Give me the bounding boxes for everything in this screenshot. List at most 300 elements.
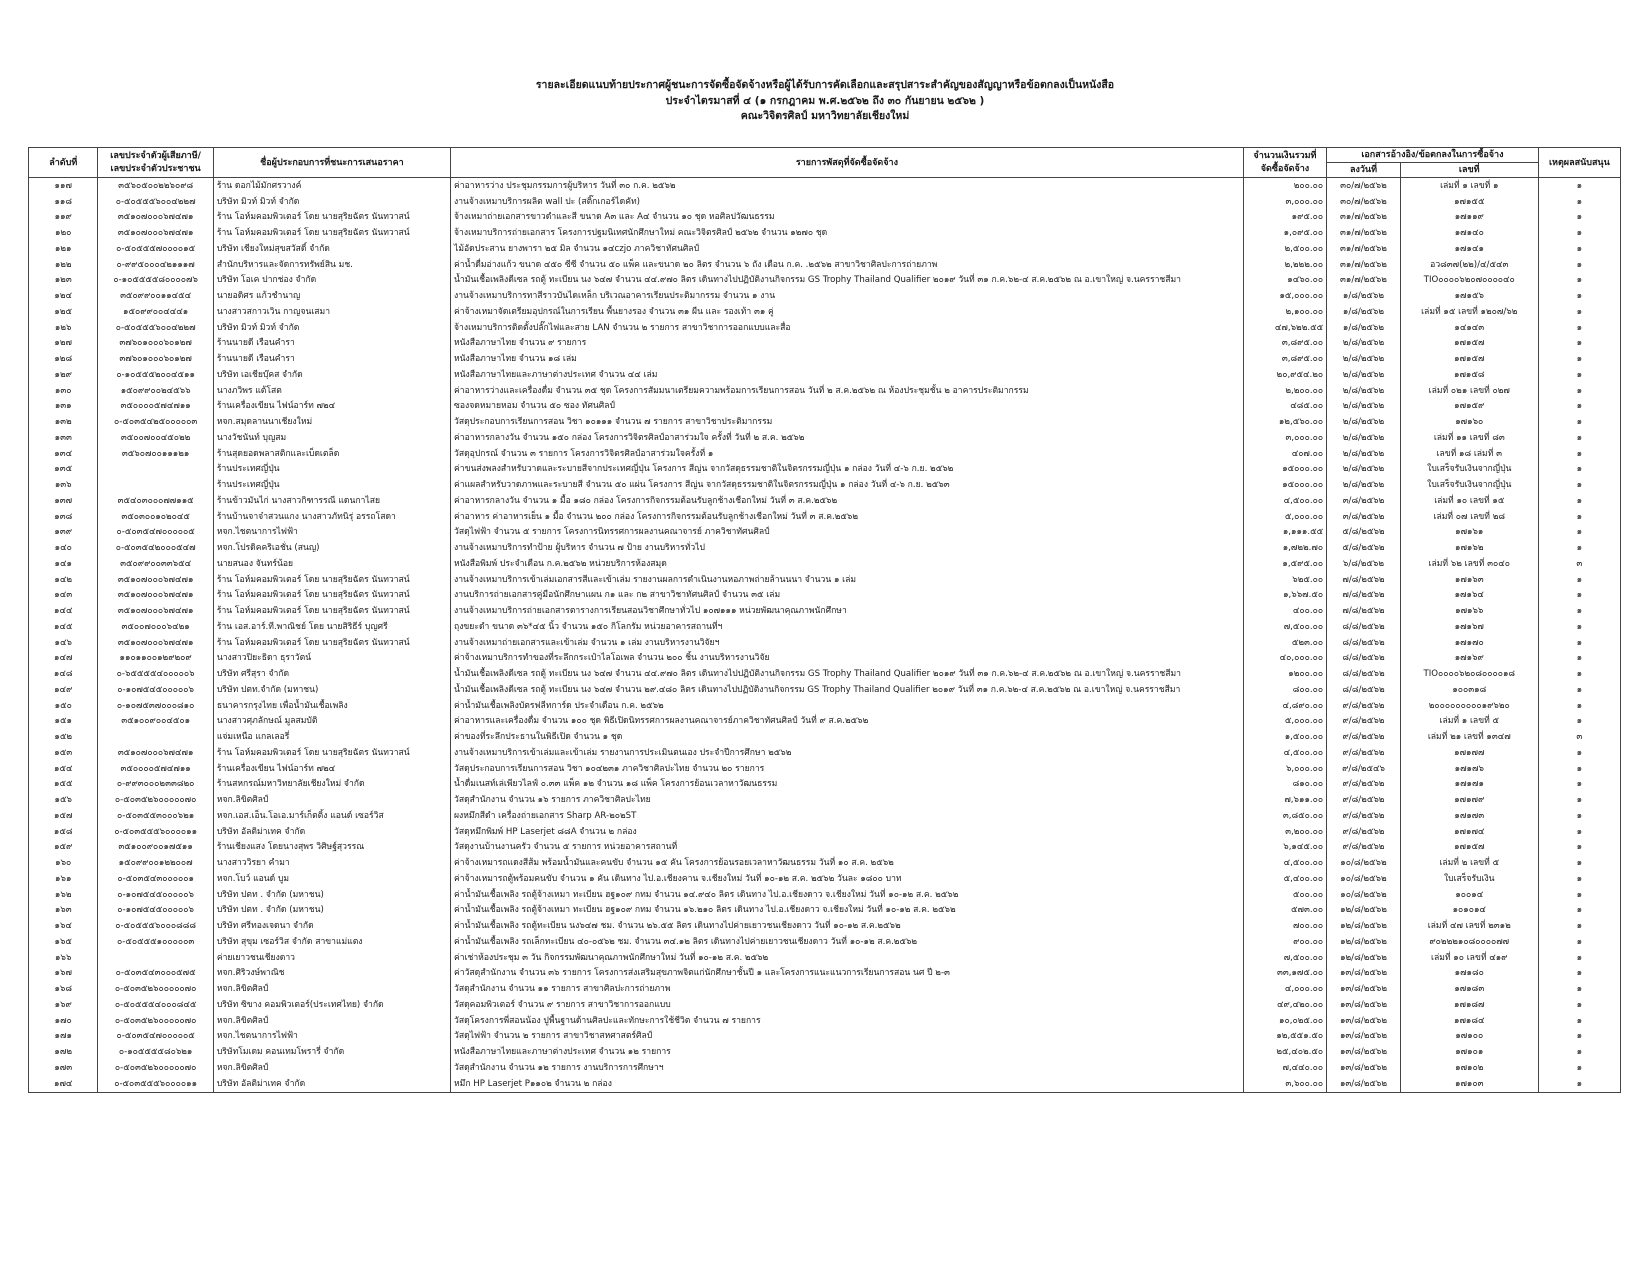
cell-no: ๑๔๐ (29, 540, 98, 556)
cell-vendor: บริษัท โอเค ปากช่อง จำกัด (213, 273, 450, 289)
cell-date: ๒/๘/๒๕๖๒ (1327, 430, 1401, 446)
cell-date: ๗/๘/๒๕๖๒ (1327, 588, 1401, 604)
cell-taxid: ๓๕๐๙๙๐๐๑๑๔๕๔ (98, 288, 213, 304)
cell-reason: ๑ (1538, 966, 1620, 982)
cell-amount: ๕,๐๐๐.๐๐ (1243, 714, 1326, 730)
cell-ref: ๑๗๑๖๓ (1400, 572, 1538, 588)
table-row (29, 304, 1621, 320)
cell-no: ๑๔๙ (29, 682, 98, 698)
cell-vendor: บริษัท อัลติม่าเทค จำกัด (213, 1076, 450, 1092)
cell-date: ๙/๘/๒๕๖๒ (1327, 745, 1401, 761)
cell-amount: ๕๒๓.๐๐ (1243, 635, 1326, 651)
cell-taxid: ๐-๑๐๕๕๕๕๘๐๖๒๑ (98, 1044, 213, 1060)
table-row (29, 761, 1621, 777)
cell-reason: ๑ (1538, 430, 1620, 446)
cell-amount: ๗,๕๐๐.๐๐ (1243, 950, 1326, 966)
col-header-no: ลำดับที่ (29, 148, 98, 178)
cell-no: ๑๓๒ (29, 414, 98, 430)
cell-vendor: บริษัท ซิขาง คอมพิวเตอร์(ประเทศไทย) จำกัด (213, 997, 450, 1013)
cell-no: ๑๕๓ (29, 745, 98, 761)
cell-amount: ๙๐๐.๐๐ (1243, 934, 1326, 950)
table-row (29, 320, 1621, 336)
cell-amount: ๑๕๐๐๐.๐๐ (1243, 477, 1326, 493)
cell-date: ๙/๘/๒๕๖๒ (1327, 792, 1401, 808)
cell-date: ๙/๘/๒๕๖๒ (1327, 729, 1401, 745)
cell-taxid: ๐-๑๐๗๕๓๗๐๐๐๘๑๐ (98, 698, 213, 714)
table-row (29, 210, 1621, 226)
cell-item: ค่าจ้างเหมารถแดงสีส้ม พร้อมน้ำมันและคนขับ จำนวน ๑๕ คัน โครงการย้อนรอยเวลาหาวัฒนธรรม วันที่ ๑๐ ส.ค. ๒๕๖๒ (451, 855, 1244, 871)
cell-reason: ๑ (1538, 777, 1620, 793)
cell-taxid: ๐-๕๐๕๕๕๖๐๐๔๒๒๗ (98, 194, 213, 210)
cell-taxid: ๓๕๐๓๐๐๑๐๒๐๔๕ (98, 509, 213, 525)
cell-ref: ๑๗๑๘๔ (1400, 1013, 1538, 1029)
cell-item: วัสดุไฟฟ้า จำนวน ๒ รายการ สาขาวิชาสหศาสตร์ศิลป์ (451, 1029, 1244, 1045)
table-row (29, 745, 1621, 761)
cell-ref: ๑๗๑๗๙ (1400, 792, 1538, 808)
cell-item: งานจ้างเหมาบริการทาสีราวบันไดเหล็ก บริเวณอาคารเรียนประติมากรรม จำนวน ๑ งาน (451, 288, 1244, 304)
cell-reason: ๑ (1538, 304, 1620, 320)
cell-ref: เล่มที่ ๐๗ เลขที่ ๒๘ (1400, 509, 1538, 525)
cell-taxid: ๐-๕๐๓๕๕๓๐๐๐๖๒๑ (98, 808, 213, 824)
cell-vendor: สำนักบริหารและจัดการทรัพย์สิน มช. (213, 257, 450, 273)
table-row (29, 603, 1621, 619)
cell-vendor: แจ่มเหนือ แกลเลอรี่ (213, 729, 450, 745)
cell-no: ๑๑๗ (29, 178, 98, 194)
cell-ref: ๑๗๑๖๖ (1400, 603, 1538, 619)
cell-no: ๑๓๑ (29, 399, 98, 415)
cell-item: จ้างเหมาถ่ายเอกสารขาวดำและสี ขนาด A๓ และ A๔ จำนวน ๑๐ ชุด หอศิลปวัฒนธรรม (451, 210, 1244, 226)
cell-amount: ๓,๘๙๕.๐๐ (1243, 336, 1326, 352)
table-row (29, 588, 1621, 604)
table-row (29, 682, 1621, 698)
cell-item: ค่าน้ำมันเชื้อเพลิง รถตู้ทะเบียน นง๖๔๗ ชม. จำนวน ๒๖.๕๕ ลิตร เดินทางไปค่ายเยาวชนเชียงดาว วันที่ ๑๐-๑๒ ส.ค.๒๕๖๒ (451, 918, 1244, 934)
cell-date: ๑๓/๘/๒๕๖๒ (1327, 1044, 1401, 1060)
cell-reason: ๓ (1538, 556, 1620, 572)
table-body (29, 178, 1621, 1093)
cell-item: ผงหมึกสีดำ เครื่องถ่ายเอกสาร Sharp AR-๒๐๒ST (451, 808, 1244, 824)
cell-vendor: นางสาวสกาวเวิน กาญจนเสมา (213, 304, 450, 320)
cell-amount: ๗๐๐.๐๐ (1243, 918, 1326, 934)
cell-no: ๑๔๖ (29, 635, 98, 651)
cell-ref: เล่มที่ ๑ เลขที่ ๑ (1400, 178, 1538, 194)
cell-no: ๑๓๖ (29, 477, 98, 493)
cell-taxid: ๐-๕๐๓๕๔๗๐๐๐๐๐๕ (98, 525, 213, 541)
cell-taxid: ๐-๙๙๓๐๐๐๒๓๓๘๒๐ (98, 777, 213, 793)
table-row (29, 1029, 1621, 1045)
cell-vendor: นายอดิศร แก้วชำนาญ (213, 288, 450, 304)
cell-date: ๒/๘/๒๕๖๒ (1327, 477, 1401, 493)
cell-ref: ๙๐๒๒๒๑๐๘๐๐๐๐๗๗ (1400, 934, 1538, 950)
cell-reason: ๑ (1538, 792, 1620, 808)
col-header-reason: เหตุผลสนับสนุน (1538, 148, 1620, 178)
cell-item: หมึก HP Laserjet P๑๑๐๒ จำนวน ๒ กล่อง (451, 1076, 1244, 1092)
cell-taxid: ๐-๑๐๗๕๔๕๐๐๐๐๐๖ (98, 903, 213, 919)
cell-date: ๑/๘/๒๕๖๒ (1327, 288, 1401, 304)
cell-vendor: หจก.ไชตนาการไฟฟ้า (213, 1029, 450, 1045)
cell-amount: ๒,๑๐๐.๐๐ (1243, 304, 1326, 320)
cell-vendor: ร้านสหกรณ์มหาวิทยาลัยเชียงใหม่ จำกัด (213, 777, 450, 793)
cell-no: ๑๒๓ (29, 273, 98, 289)
cell-date: ๘/๘/๒๕๖๒ (1327, 619, 1401, 635)
table-row (29, 194, 1621, 210)
cell-date: ๗/๘/๒๕๖๒ (1327, 572, 1401, 588)
cell-item: ค่าแผลสำหรับวาดภาพและระบายสี จำนวน ๕๐ แผ่น โครงการ สีญ่น จากวัสดุธรรมชาติในจิตรกรรมญี่ปุ่น ๑ กล่อง วันที่ ๔-๖ ก.ย. ๒๕๖๓ (451, 477, 1244, 493)
cell-reason: ๑ (1538, 698, 1620, 714)
cell-ref: TIO๐๐๐๐๖๒๐๘๐๐๐๐๑๘ (1400, 666, 1538, 682)
cell-ref: ๑๗๑๕๕ (1400, 194, 1538, 210)
cell-reason: ๑ (1538, 808, 1620, 824)
cell-amount: ๒,๒๐๐.๐๐ (1243, 383, 1326, 399)
cell-ref: ๑๗๑๖๔ (1400, 588, 1538, 604)
cell-item: วัสดุโครงการพี่สอนน้อง ปูพื้นฐานด้านศิลปะและทักษะการใช้ชีวิต จำนวน ๗ รายการ (451, 1013, 1244, 1029)
cell-item: ไม้อัดประสาน ยางพารา ๒๕ มิล จำนวน ๑๔czjo ภาควิชาทัศนศิลป์ (451, 241, 1244, 257)
table-row (29, 792, 1621, 808)
cell-reason: ๑ (1538, 887, 1620, 903)
cell-reason: ๑ (1538, 540, 1620, 556)
cell-no: ๑๓๗ (29, 493, 98, 509)
cell-reason: ๑ (1538, 257, 1620, 273)
table-row (29, 572, 1621, 588)
cell-amount: ๑,๕๙๕.๐๐ (1243, 556, 1326, 572)
cell-reason: ๑ (1538, 666, 1620, 682)
cell-reason: ๑ (1538, 588, 1620, 604)
cell-taxid: ๐-๕๐๓๕๔๒๕๐๐๐๐๐๓ (98, 414, 213, 430)
cell-date: ๑๐/๘/๒๕๖๒ (1327, 871, 1401, 887)
cell-date: ๘/๘/๒๕๖๒ (1327, 666, 1401, 682)
cell-reason: ๑ (1538, 1044, 1620, 1060)
cell-date: ๓๑/๗/๒๕๖๒ (1327, 225, 1401, 241)
cell-ref: ๑๗๑๖๑ (1400, 525, 1538, 541)
cell-reason: ๑ (1538, 210, 1620, 226)
cell-taxid: ๓๕๑๐๗๐๐๐๖๗๔๗๑ (98, 745, 213, 761)
cell-item: ค่าจ้างเหมาจัดเตรียมอุปกรณ์ในการเรียน พื้นยางรอง จำนวน ๓๑ ผืน และ รองเท้า ๓๑ คู่ (451, 304, 1244, 320)
cell-vendor: บริษัท เอเชียบุ๊คส จำกัด (213, 367, 450, 383)
cell-vendor: หจก.ไชตนาการไฟฟ้า (213, 525, 450, 541)
cell-item: วัสดุสำนักงาน จำนวน ๑๒ รายการ งานบริการการศึกษาฯ (451, 1060, 1244, 1076)
cell-date: ๑๓/๘/๒๕๖๒ (1327, 997, 1401, 1013)
cell-amount: ๘๑๐.๐๐ (1243, 777, 1326, 793)
col-header-vendor: ชื่อผู้ประกอบการที่ชนะการเสนอราคา (213, 148, 450, 178)
cell-vendor: หจก.เอส.เอ็น.โอเอ.มาร์เก็ตติ้ง แอนด์ เซอร์วิส (213, 808, 450, 824)
cell-item: ค่าขนส่งพลงสำหรับวาดและระบายสีจากประเทศญี่ปุ่น โครงการ สีญ่น จากวัสดุธรรมชาติในจิตรกรรมญี่ปุ่น ๑ กล่อง วันที่ ๔-๖ ก.ย. ๒๕๖๒ (451, 462, 1244, 478)
cell-amount: ๑๒๐๐.๐๐ (1243, 666, 1326, 682)
cell-vendor: ร้าน โอห์มคอมพิวเตอร์ โดย นายสุริยฉัตร นันทวาสน์ (213, 588, 450, 604)
cell-item: น้ำดื่มเนสท์เล่เพียวไลฟ์ ๐.๓๓ แพ็ค ๑๒ จำนวน ๑๘ แพ็ค โครงการย้อนเวลาหาวัฒนธรรม (451, 777, 1244, 793)
table-row (29, 871, 1621, 887)
cell-vendor: หจก.โปรดิคคริเอชั่น (สนญ) (213, 540, 450, 556)
cell-no: ๑๓๔ (29, 446, 98, 462)
cell-reason: ๑ (1538, 651, 1620, 667)
cell-amount: ๔๐๗.๐๐ (1243, 446, 1326, 462)
cell-item: ค่าน้ำมันเชื้อเพลิงบัตรฟลีทการ์ด ประจำเดือน ก.ค. ๒๕๖๒ (451, 698, 1244, 714)
cell-ref: เล่มที่ ๑๐ เลขที่ ๑๕ (1400, 493, 1538, 509)
cell-date: ๑๐/๘/๒๕๖๒ (1327, 887, 1401, 903)
cell-no: ๑๕๗ (29, 808, 98, 824)
cell-date: ๗/๘/๒๕๖๒ (1327, 603, 1401, 619)
cell-taxid: ๓๕๐๐๐๐๕๗๔๗๑๑ (98, 761, 213, 777)
cell-taxid: ๓๕๑๐๗๐๐๐๖๗๔๗๑ (98, 572, 213, 588)
cell-ref: ๑๗๑๖๒ (1400, 540, 1538, 556)
cell-item: วัสดุหมึกพิมพ์ HP Laserjet ๘๘A จำนวน ๒ กล่อง (451, 824, 1244, 840)
cell-item: ค่าอาหารกลางวัน จำนวน ๑ มื้อ ๑๘๐ กล่อง โครงการกิจกรรมต้อนรับลูกช้างเชือกใหม่ วันที่ ๓ ส.ค.๒๕๖๒ (451, 493, 1244, 509)
col-header-ref: เลขที่ (1400, 163, 1538, 178)
table-row (29, 777, 1621, 793)
document-organization: คณะวิจิตรศิลป์ มหาวิทยาลัยเชียงใหม่ (740, 110, 910, 122)
cell-taxid (98, 477, 213, 493)
table-row (29, 698, 1621, 714)
cell-amount: ๖๒๕.๐๐ (1243, 572, 1326, 588)
table-row (29, 241, 1621, 257)
table-row (29, 887, 1621, 903)
cell-no: ๑๔๗ (29, 651, 98, 667)
cell-no: ๑๖๒ (29, 887, 98, 903)
cell-item: งานจ้างเหมาบริการเข้าเล่มเอกสารสีและเข้าเล่ม รายงานผลการดำเนินงานหอภาพถ่ายล้านนนา จำนวน ๑ เล่ม (451, 572, 1244, 588)
cell-vendor: ร้าน โอห์มคอมพิวเตอร์ โดย นายสุริยฉัตร นันทวาสน์ (213, 210, 450, 226)
cell-item: หนังสือภาษาไทย จำนวน ๙ รายการ (451, 336, 1244, 352)
cell-item: วัสดุคอมพิวเตอร์ จำนวน ๙ รายการ สาขาวิชาการออกแบบ (451, 997, 1244, 1013)
cell-taxid: ๑๕๐๙๙๐๐๒๔๕๖๖ (98, 383, 213, 399)
cell-date: ๕/๘/๒๕๖๒ (1327, 525, 1401, 541)
cell-item: ค่าน้ำมันเชื้อเพลิง รถตู้จ้างเหมา ทะเบียน ฮฐ๑๐๙ กทม จำนวน ๑๖.๒๑๐ ลิตร เดินทาง ไป.อ.เชียงดาว จ.เชียงใหม่ วันที่ ๑๐-๑๒ ส.ค. ๒๕๖๒ (451, 903, 1244, 919)
cell-amount: ๑๐,๐๒๕.๐๐ (1243, 1013, 1326, 1029)
table-row (29, 273, 1621, 289)
cell-no: ๑๒๖ (29, 320, 98, 336)
document-period: ประจำไตรมาสที่ ๔ (๑ กรกฎาคม พ.ศ.๒๕๖๒ ถึง ๓๐ กันยายน ๒๕๖๒ ) (665, 94, 985, 107)
cell-ref: ๑๗๑๘๓ (1400, 981, 1538, 997)
cell-ref: ๑๗๑๖๙ (1400, 651, 1538, 667)
table-row (29, 1060, 1621, 1076)
cell-no: ๑๖๕ (29, 934, 98, 950)
cell-amount: ๗,๕๐๐.๐๐ (1243, 619, 1326, 635)
cell-date: ๙/๘/๒๕๖๒ (1327, 840, 1401, 856)
cell-vendor: ร้านนายดี เรือนคำรา (213, 336, 450, 352)
cell-amount: ๕,๔๐๐.๐๐ (1243, 871, 1326, 887)
cell-reason: ๑ (1538, 840, 1620, 856)
cell-taxid: ๐-๕๐๓๕๕๕๖๐๐๐๐๑๑ (98, 824, 213, 840)
cell-ref: ๑๗๑๘๐ (1400, 966, 1538, 982)
cell-vendor: ร้านเครื่องเขียน ไฟน์อาร์ท ๗๒๔ (213, 399, 450, 415)
cell-no: ๑๕๕ (29, 777, 98, 793)
cell-no: ๑๕๒ (29, 729, 98, 745)
cell-reason: ๑ (1538, 871, 1620, 887)
cell-ref: ใบเสร็จรับเงิน (1400, 871, 1538, 887)
cell-date: ๑๓/๘/๒๕๖๒ (1327, 966, 1401, 982)
cell-vendor: หจก.ลิขิตศิลป์ (213, 981, 450, 997)
table-row (29, 714, 1621, 730)
cell-vendor: ร้านประเทศญี่ปุ่น (213, 477, 450, 493)
cell-taxid: ๑๕๐๙๙๐๐๑๒๒๐๐๗ (98, 855, 213, 871)
cell-ref: ๑๗๑๕๗ (1400, 840, 1538, 856)
cell-amount: ๑,๗๒๒.๗๐ (1243, 540, 1326, 556)
cell-amount: ๕๐๐.๐๐ (1243, 887, 1326, 903)
cell-item: วัสดุสำนักงาน จำนวน ๑๑ รายการ สาขาศิลปะการถ่ายภาพ (451, 981, 1244, 997)
cell-taxid: ๓๗๖๐๑๐๐๐๖๐๑๒๗ (98, 336, 213, 352)
table-row (29, 635, 1621, 651)
cell-ref: ใบเสร็จรับเงินจากญี่ปุ่น (1400, 477, 1538, 493)
cell-vendor: นางวัชนันท์ บุญสม (213, 430, 450, 446)
cell-reason: ๑ (1538, 525, 1620, 541)
cell-ref: ๑๐๐๑๔ (1400, 887, 1538, 903)
cell-no: ๑๕๙ (29, 840, 98, 856)
cell-no: ๑๑๙ (29, 210, 98, 226)
cell-item: ค่าน้ำมันเชื้อเพลิง รถตู้จ้างเหมา ทะเบียน ฮฐ๑๐๙ กทม จำนวน ๑๔.๙๔๐ ลิตร เดินทาง ไป.อ.เชียงดาว จ.เชียงใหม่ วันที่ ๑๐-๑๒ ส.ค. ๒๕๖๒ (451, 887, 1244, 903)
document-title: รายละเอียดแนบท้ายประกาศผู้ชนะการจัดซื้อจัดจ้างหรือผู้ได้รับการคัดเลือกและสรุปสาระสำคัญของสัญญาหรือข้อตกลงเป็นหนังสือ (535, 79, 1115, 91)
cell-amount: ๑๙๕.๐๐ (1243, 210, 1326, 226)
cell-date: ๓๑/๗/๒๕๖๒ (1327, 257, 1401, 273)
cell-reason: ๑ (1538, 414, 1620, 430)
table-row (29, 556, 1621, 572)
cell-reason: ๑ (1538, 462, 1620, 478)
cell-taxid: ๐-๕๐๕๕๕๖๐๐๐๘๘๘ (98, 918, 213, 934)
cell-date: ๒/๘/๒๕๖๒ (1327, 383, 1401, 399)
cell-taxid: ๐-๕๐๓๕๔๓๐๐๐๕๗๕ (98, 966, 213, 982)
cell-ref: ๑๗๑๕๖ (1400, 288, 1538, 304)
cell-reason: ๑ (1538, 745, 1620, 761)
cell-no: ๑๖๖ (29, 950, 98, 966)
cell-vendor: บริษัท อัลติม่าเทค จำกัด (213, 824, 450, 840)
cell-amount: ๓๓,๑๗๕.๐๐ (1243, 966, 1326, 982)
cell-ref: เล่มที่ ๑ เลขที่ ๕ (1400, 714, 1538, 730)
cell-amount: ๓,๐๐๐.๐๐ (1243, 430, 1326, 446)
cell-item: หนังสือภาษาไทยและภาษาต่างประเทศ จำนวน ๔๔ เล่ม (451, 367, 1244, 383)
cell-item: งานจ้างเหมาบริการทำป้าย ผู้บริหาร จำนวน ๗ ป้าย งานบริหารทั่วไป (451, 540, 1244, 556)
cell-amount: ๑๒,๕๖๐.๐๐ (1243, 414, 1326, 430)
cell-taxid: ๓๗๖๐๑๐๐๐๖๐๑๒๗ (98, 351, 213, 367)
cell-vendor: ค่ายเยาวชนเชียงดาว (213, 950, 450, 966)
cell-taxid: ๐-๕๐๕๕๕๔๐๐๐๘๔๕ (98, 997, 213, 1013)
cell-amount: ๔๐๐.๐๐ (1243, 603, 1326, 619)
cell-date: ๓๐/๗/๒๕๖๒ (1327, 194, 1401, 210)
cell-vendor: บริษัท มิวท์ มิวท์ จำกัด (213, 320, 450, 336)
table-row (29, 178, 1621, 194)
cell-no: ๑๗๒ (29, 1044, 98, 1060)
cell-no: ๑๒๕ (29, 304, 98, 320)
cell-no: ๑๖๐ (29, 855, 98, 871)
cell-item: น้ำมันเชื้อเพลิงดีเซล รถตู้ ทะเบียน นง ๖๔๗ จำนวน ๔๔.๙๗๐ ลิตร เดินทางไปปฏิบัติงานกิจกรรม GS Trophy Thailand Qualifier ๒๐๑๙ วันที่ ๓๑ ก.ค.๖๒-๔ ส.ค.๒๕๖๒ ณ อ.เขาใหญ่ จ.นครราชสีมา (451, 666, 1244, 682)
cell-ref: เล่มที่ ๖๒ เลขที่ ๓๐๔๐ (1400, 556, 1538, 572)
cell-ref: เล่มที่ ๐๒๑ เลขที่ ๐๒๗ (1400, 383, 1538, 399)
cell-vendor: ร้าน โอห์มคอมพิวเตอร์ โดย นายสุริยฉัตร นันทวาสน์ (213, 603, 450, 619)
cell-no: ๑๗๓ (29, 1060, 98, 1076)
cell-no: ๑๓๐ (29, 383, 98, 399)
cell-ref: เล่มที่ ๔๗ เลขที่ ๒๓๑๒ (1400, 918, 1538, 934)
cell-taxid: ๑๑๐๑๑๐๐๑๒๙๒๐๙ (98, 651, 213, 667)
cell-date: ๙/๘/๒๕๖๒ (1327, 824, 1401, 840)
cell-ref: ๑๗๑๐๒ (1400, 1060, 1538, 1076)
table-row (29, 966, 1621, 982)
cell-ref: TIO๐๐๐๐๖๒๐๗๐๐๐๐๔๐ (1400, 273, 1538, 289)
cell-item: วัสดุประกอบการเรียนการสอน วิชา ๑๐๔๒๓๑ ภาควิชาศิลปะไทย จำนวน ๒๐ รายการ (451, 761, 1244, 777)
cell-reason: ๑ (1538, 903, 1620, 919)
table-row (29, 903, 1621, 919)
cell-ref: ๑๗๑๖๗ (1400, 619, 1538, 635)
col-header-amount: จำนวนเงินรวมที่ จัดซื้อจัดจ้าง (1243, 148, 1326, 178)
col-header-taxid: เลขประจำตัวผู้เสียภาษี/ เลขประจำตัวประชาชน (98, 148, 213, 178)
cell-no: ๑๔๔ (29, 603, 98, 619)
cell-no: ๑๓๓ (29, 430, 98, 446)
cell-no: ๑๒๗ (29, 336, 98, 352)
cell-no: ๑๒๐ (29, 225, 98, 241)
cell-amount: ๑,๖๖๗.๕๐ (1243, 588, 1326, 604)
cell-date: ๑๒/๘/๒๕๖๒ (1327, 918, 1401, 934)
cell-taxid: ๓๕๑๐๐๙๐๐๔๕๐๑ (98, 714, 213, 730)
cell-reason: ๑ (1538, 714, 1620, 730)
cell-taxid: ๐-๕๐๓๕๒๖๐๐๐๐๐๗๐ (98, 981, 213, 997)
cell-vendor: นางสาวปิยะธิดา ธุราวัตน์ (213, 651, 450, 667)
cell-vendor: หจก.ศิริวงษ์พาณิช (213, 966, 450, 982)
table-row (29, 257, 1621, 273)
table-row (29, 729, 1621, 745)
procurement-table (28, 147, 1621, 1093)
cell-ref: ๑๗๑๕๘ (1400, 367, 1538, 383)
cell-amount: ๑,๑๑๑.๕๕ (1243, 525, 1326, 541)
cell-no: ๑๔๕ (29, 619, 98, 635)
cell-taxid: ๐-๑๐๗๕๔๕๐๐๐๐๐๖ (98, 682, 213, 698)
cell-amount: ๓,๘๕๐.๐๐ (1243, 808, 1326, 824)
cell-ref: ๑๗๑๗๑ (1400, 777, 1538, 793)
table-row (29, 808, 1621, 824)
cell-taxid: ๐-๕๐๓๕๔๗๐๐๐๐๐๕ (98, 1029, 213, 1045)
table-row (29, 840, 1621, 856)
cell-vendor: หจก.สมุดลานนาเชียงใหม่ (213, 414, 450, 430)
cell-no: ๑๗๑ (29, 1029, 98, 1045)
cell-taxid: ๓๕๑๐๗๐๐๐๖๗๔๗๑ (98, 635, 213, 651)
table-row (29, 540, 1621, 556)
cell-taxid: ๐-๑๐๕๕๕๕๘๐๐๐๐๗๖ (98, 273, 213, 289)
cell-taxid (98, 462, 213, 478)
cell-vendor: ร้านเชียงแสง โดยนางสุพร วิศิษฐ์สุวรรณ (213, 840, 450, 856)
cell-reason: ๑ (1538, 761, 1620, 777)
col-header-item: รายการพัสดุที่จัดซื้อจัดจ้าง (451, 148, 1244, 178)
cell-amount: ๔๗,๖๒๒.๕๕ (1243, 320, 1326, 336)
cell-taxid: ๐-๕๐๓๕๒๖๐๐๐๐๐๗๐ (98, 1060, 213, 1076)
cell-reason: ๑ (1538, 493, 1620, 509)
cell-date: ๘/๘/๒๕๖๒ (1327, 635, 1401, 651)
cell-date: ๑๒/๘/๒๕๖๒ (1327, 950, 1401, 966)
cell-taxid: ๐-๖๕๕๕๕๔๐๐๐๐๐๖ (98, 666, 213, 682)
cell-date: ๑๒/๘/๒๕๖๒ (1327, 903, 1401, 919)
cell-item: ถุงขยะดำ ขนาด ๓๖*๔๕ นิ้ว จำนวน ๑๕๐ กิโลกรัม หน่วยอาคารสถานที่ฯ (451, 619, 1244, 635)
cell-vendor: หจก.ลิขิตศิลป์ (213, 1060, 450, 1076)
cell-ref: ๑๗๑๔๐ (1400, 225, 1538, 241)
cell-item: ค่าจ้างเหมารถตู้พร้อมคนขับ จำนวน ๑ คัน เดินทาง ไป.อ.เชียงคาน จ.เชียงใหม่ วันที่ ๑๐-๑๒ ส.ค. ๒๕๖๒ วันละ ๑๘๐๐ บาท (451, 871, 1244, 887)
cell-vendor: นายสนอง จันทร์น้อย (213, 556, 450, 572)
cell-taxid: ๓๕๑๐๐๙๐๐๑๗๕๑๑ (98, 840, 213, 856)
cell-item: ค่าน้ำมันเชื้อเพลิง รถเล็กทะเบียน ๔๐-๐๕๖๒ ชม. จำนวน ๓๔.๑๒ ลิตร เดินทางไปค่ายเยาวชนเชียงดาว วันที่ ๑๐-๑๒ ส.ค.๒๕๖๒ (451, 934, 1244, 950)
table-row (29, 399, 1621, 415)
cell-date: ๓๑/๗/๒๕๖๒ (1327, 273, 1401, 289)
cell-item: จ้างเหมาบริการติดตั้งปลั๊กไฟและสาย LAN จำนวน ๒ รายการ สาขาวิชาการออกแบบและสื่อ (451, 320, 1244, 336)
cell-vendor: บริษัท ศรีทองเจดนา จำกัด (213, 918, 450, 934)
cell-ref: ๑๗๑๕๗ (1400, 336, 1538, 352)
cell-amount: ๔,๘๙๐.๐๐ (1243, 698, 1326, 714)
cell-reason: ๑ (1538, 320, 1620, 336)
cell-reason: ๑ (1538, 225, 1620, 241)
cell-ref: เล่มที่ ๑๕ เลขที่ ๑๒๐๗/๖๒ (1400, 304, 1538, 320)
table-row (29, 383, 1621, 399)
cell-date: ๒/๘/๒๕๖๒ (1327, 446, 1401, 462)
cell-date: ๒/๘/๒๕๖๒ (1327, 462, 1401, 478)
cell-taxid: ๐-๕๐๕๕๕๖๐๐๔๒๒๗ (98, 320, 213, 336)
cell-taxid: ๐-๕๐๓๕๕๕๖๐๐๐๐๑๑ (98, 1076, 213, 1092)
cell-reason: ๑ (1538, 635, 1620, 651)
cell-reason: ๑ (1538, 619, 1620, 635)
cell-ref: อว๘๓๗(๒๒)/๔/๕๔๓ (1400, 257, 1538, 273)
cell-taxid: ๓๕๐๙๙๐๐๓๓๖๕๔ (98, 556, 213, 572)
cell-reason: ๓ (1538, 729, 1620, 745)
table-row (29, 666, 1621, 682)
cell-ref: ๒๐๐๐๐๐๐๐๐๐๑๙๖๒๐ (1400, 698, 1538, 714)
